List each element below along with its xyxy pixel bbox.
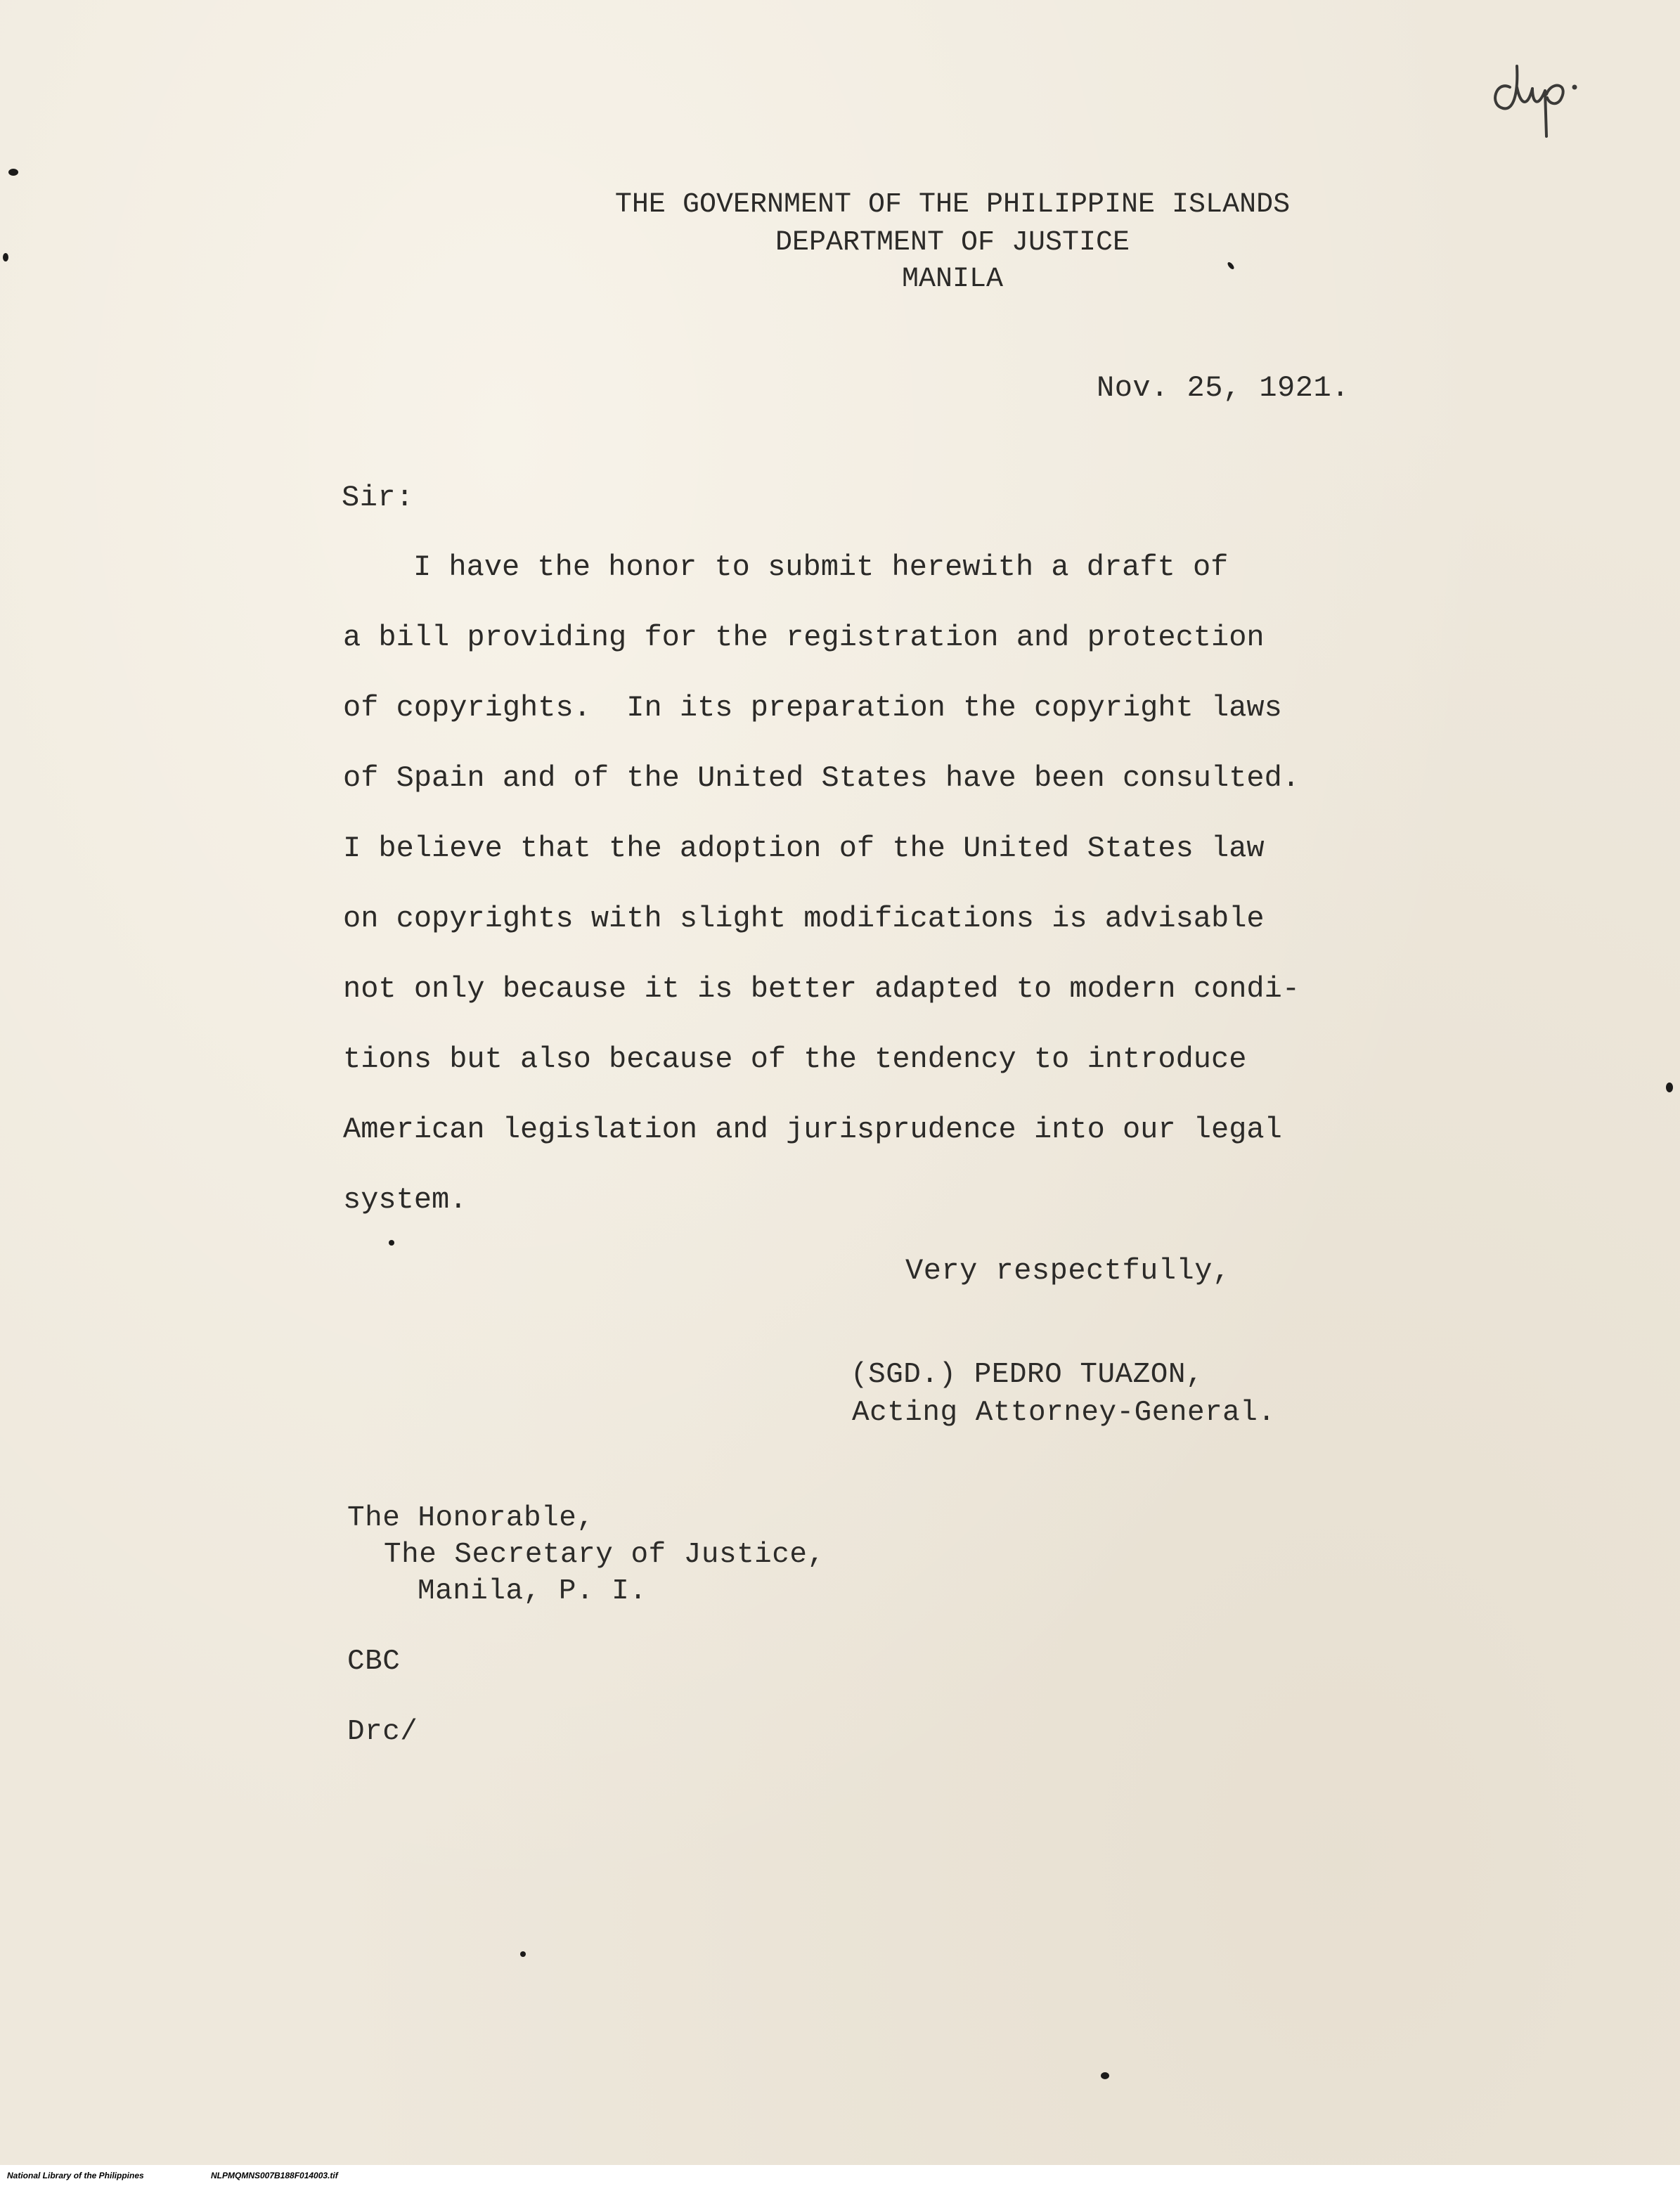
speck xyxy=(1666,1082,1673,1092)
closing: Very respectfully, xyxy=(905,1254,1231,1288)
body-line-4: of Spain and of the United States have been consulted. xyxy=(343,761,1300,795)
body-line-3: of copyrights. In its preparation the copyright laws xyxy=(343,691,1282,725)
letterhead-line-3: MANILA xyxy=(901,264,1004,295)
initials-line-1: CBC xyxy=(347,1646,401,1678)
body-line-8: tions but also because of the tendency to introduce xyxy=(343,1042,1247,1076)
signature-title: Acting Attorney-General. xyxy=(852,1397,1276,1429)
handwritten-annotation xyxy=(1482,38,1594,150)
body-line-7: not only because it is better adapted to modern condi- xyxy=(343,972,1300,1006)
body-line-6: on copyrights with slight modifications is advisable xyxy=(343,902,1265,936)
body-line-9: American legislation and jurisprudence into our legal xyxy=(343,1113,1282,1146)
addressee-line-2: The Secretary of Justice, xyxy=(384,1539,825,1571)
signature-name: (SGD.) PEDRO TUAZON, xyxy=(851,1359,1204,1391)
scan-footer-file-id: NLPMQMNS007B188F014003.tif xyxy=(211,2171,338,2180)
letterhead-line-1: THE GOVERNMENT OF THE PHILIPPINE ISLANDS xyxy=(614,189,1291,221)
body-line-5: I believe that the adoption of the United States law xyxy=(343,832,1265,865)
body-line-1: I have the honor to submit herewith a draft of xyxy=(413,550,1229,584)
speck xyxy=(1101,2072,1109,2079)
body-line-10: system. xyxy=(343,1183,467,1217)
letterhead-line-2: DEPARTMENT OF JUSTICE xyxy=(775,227,1130,259)
punch-mark xyxy=(8,169,18,176)
salutation: Sir: xyxy=(342,481,414,515)
punch-mark xyxy=(3,253,8,261)
letter-date: Nov. 25, 1921. xyxy=(1097,371,1350,405)
addressee-line-1: The Honorable, xyxy=(347,1502,595,1534)
body-line-2: a bill providing for the registration and protection xyxy=(343,621,1265,654)
scan-footer-library: National Library of the Philippines xyxy=(7,2171,144,2180)
speck xyxy=(520,1951,526,1957)
speck xyxy=(389,1240,394,1246)
addressee-line-3: Manila, P. I. xyxy=(418,1575,647,1608)
initials-line-2: Drc/ xyxy=(347,1716,418,1748)
